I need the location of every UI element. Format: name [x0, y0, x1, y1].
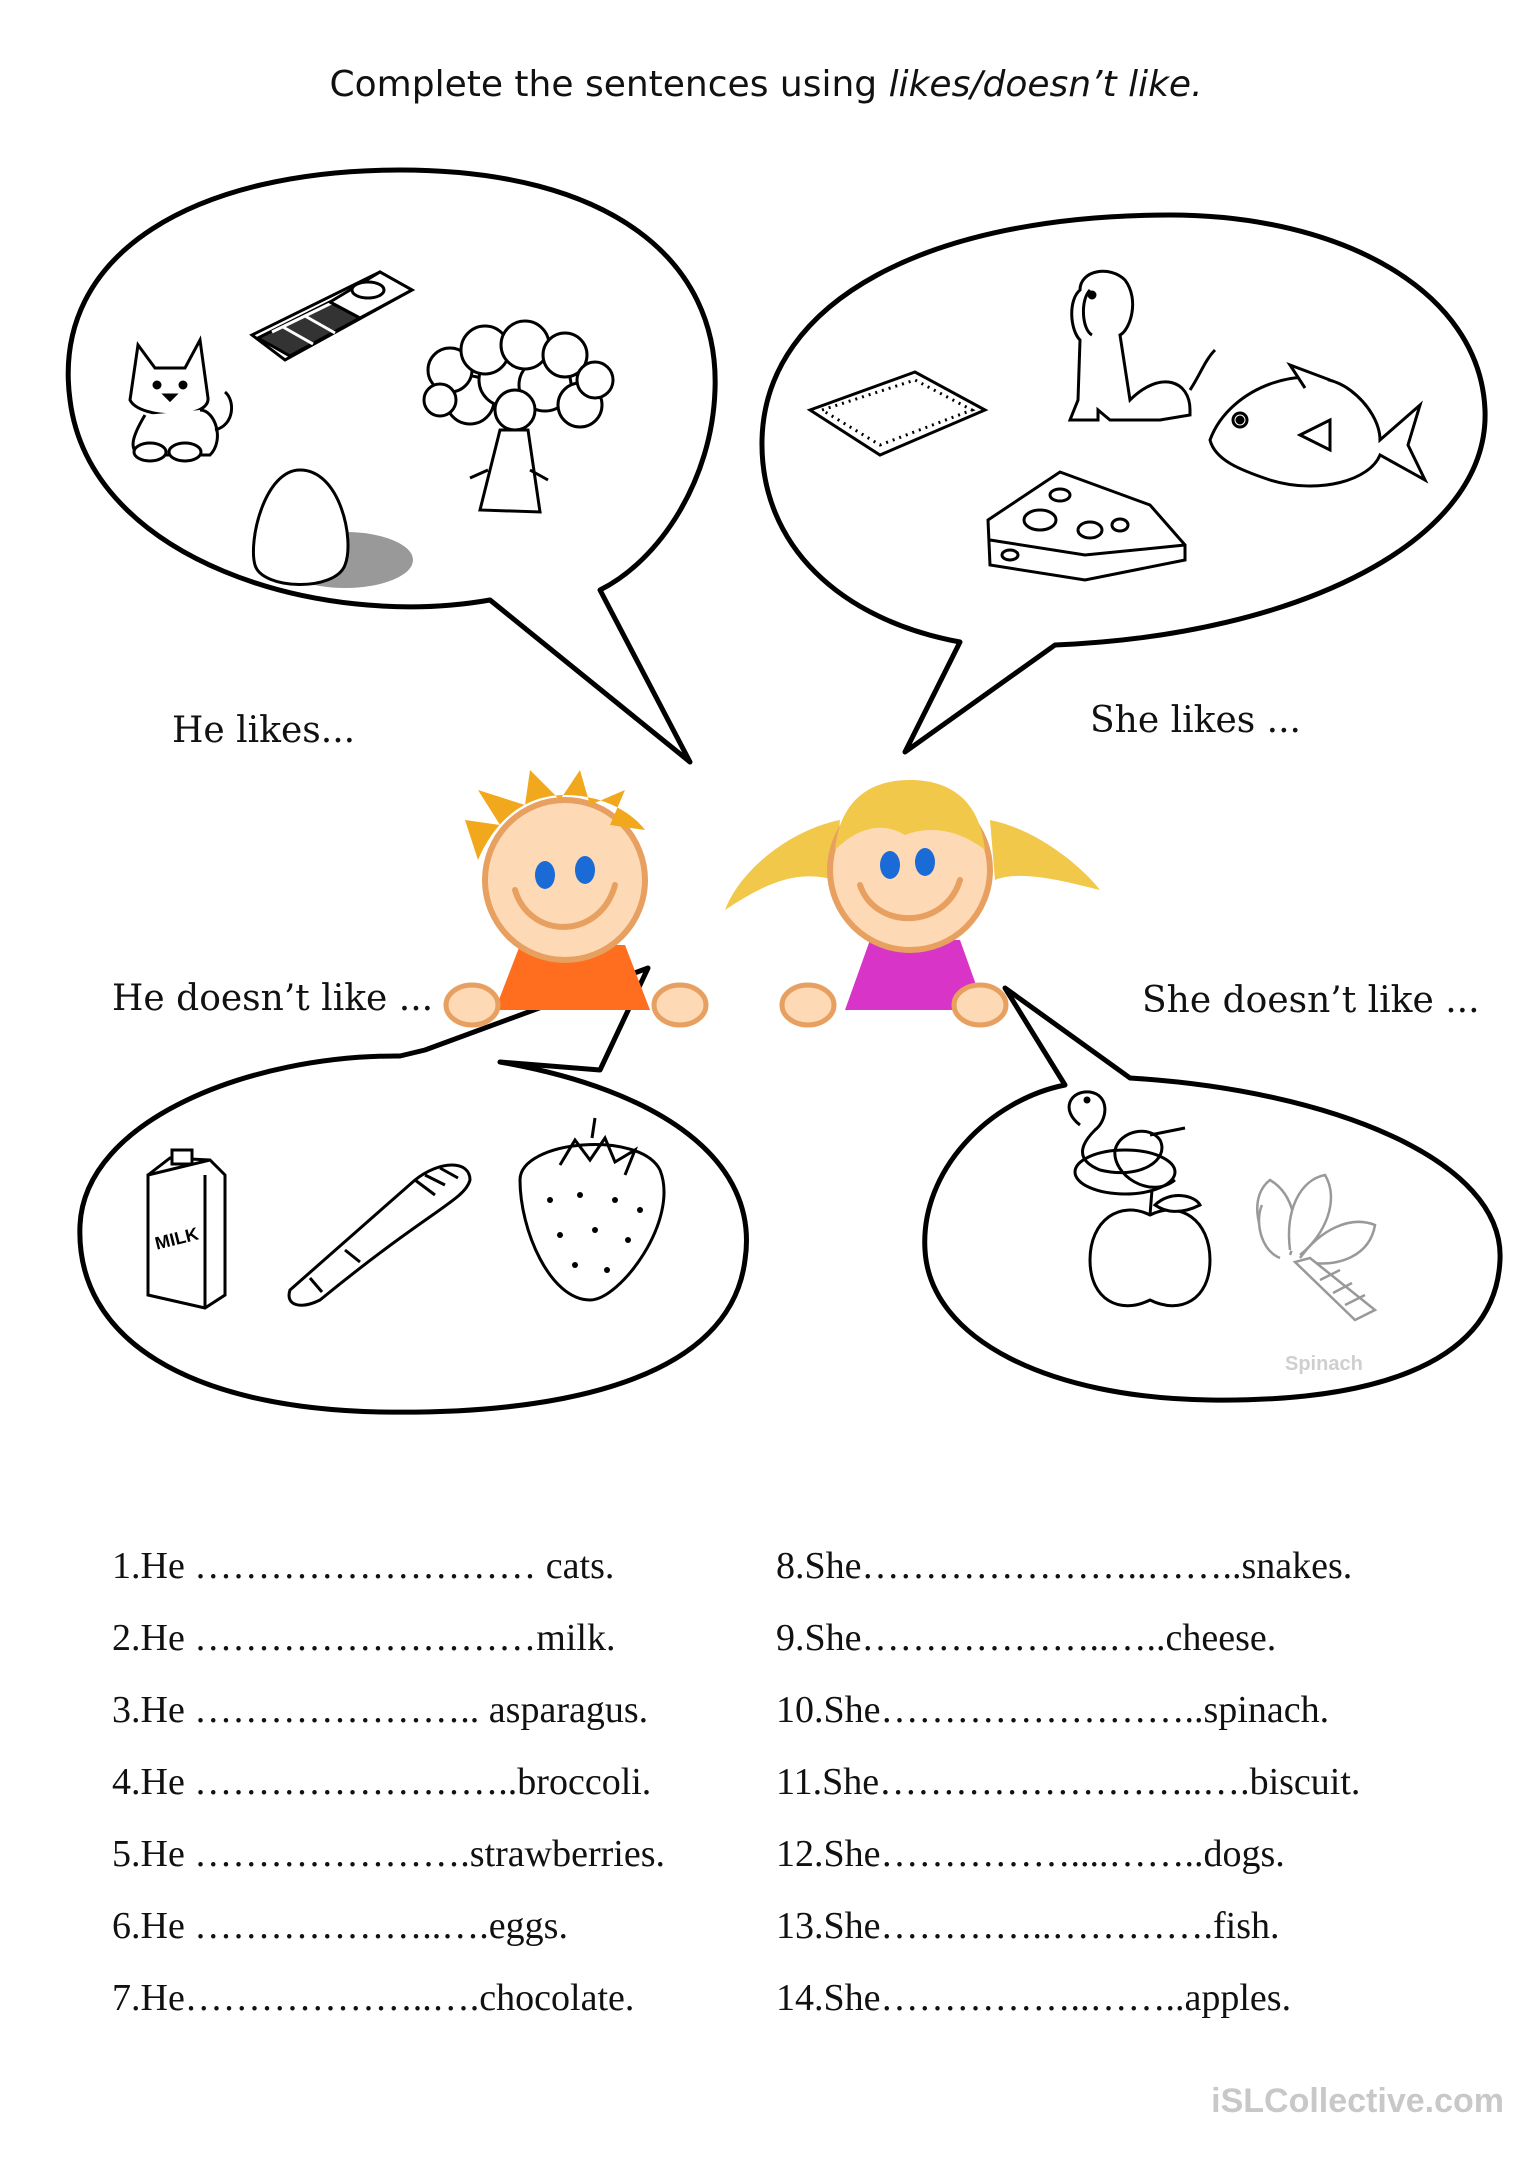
exercise-1: 1.He ……………………… cats. [112, 1545, 615, 1587]
boy-character [446, 770, 706, 1025]
exercise-14: 14.She……………..……..apples. [776, 1977, 1292, 2019]
spinach-label: Spinach [1285, 1353, 1363, 1375]
exercise-11: 11.She……………………..….biscuit. [776, 1761, 1361, 1803]
exercise-list-she [776, 1530, 1360, 2034]
exercise-3: 3.He ………………….. asparagus. [112, 1689, 649, 1731]
exercise-7: 7.He………………..….chocolate. [112, 1977, 635, 2019]
label-she-doesnt-like: She doesn’t like ... [1142, 980, 1480, 1021]
label-he-likes: He likes... [172, 710, 356, 751]
instructions [0, 64, 1532, 105]
exercise-5: 5.He ………………….strawberries. [112, 1833, 666, 1875]
speech-bubble-he-likes [68, 170, 715, 762]
girl-character [725, 780, 1100, 1025]
label-she-likes: She likes ... [1090, 700, 1301, 741]
exercise-13: 13.She…………..………….fish. [776, 1905, 1280, 1947]
exercise-12: 12.She……………....……..dogs. [776, 1833, 1285, 1875]
exercise-4: 4.He ……………………..broccoli. [112, 1761, 652, 1803]
exercise-8: 8.She…………………..……..snakes. [776, 1545, 1353, 1587]
speech-bubble-she-doesnt-like [925, 988, 1500, 1400]
watermark: iSLCollective.com [1211, 2082, 1504, 2120]
label-he-doesnt-like: He doesn’t like ... [112, 978, 434, 1019]
exercise-list-he [112, 1530, 665, 2034]
exercise-10: 10.She……………………..spinach. [776, 1689, 1330, 1731]
instruction-text: Complete the sentences using [329, 64, 889, 105]
instruction-emphasis: likes/doesn’t like. [888, 64, 1203, 105]
exercise-9: 9.She………………..…..cheese. [776, 1617, 1277, 1659]
exercise-2: 2.He ………………………milk. [112, 1617, 616, 1659]
exercise-6: 6.He ………………..….eggs. [112, 1905, 568, 1947]
milk-carton-drawing [148, 1150, 225, 1308]
milk-label: MILK [152, 1223, 201, 1254]
